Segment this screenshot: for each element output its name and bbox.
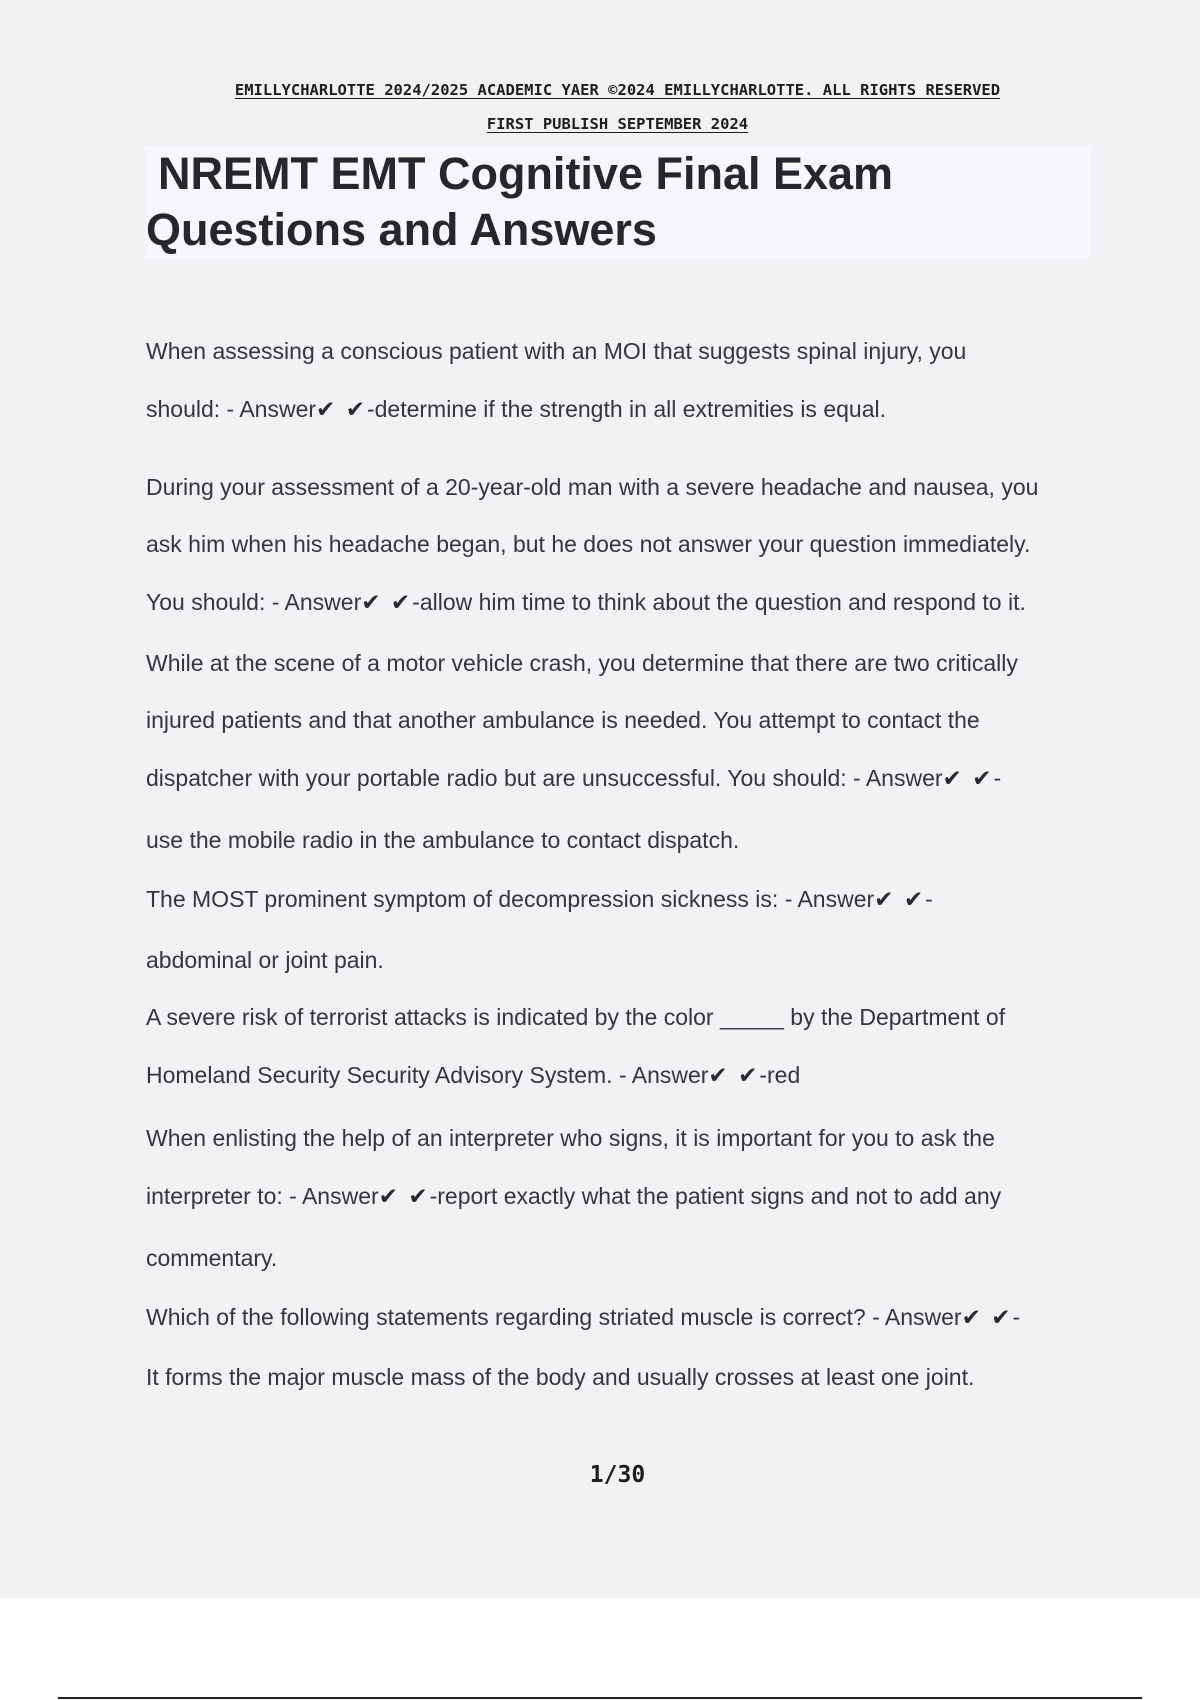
header-line-2: FIRST PUBLISH SEPTEMBER 2024: [486, 115, 749, 133]
checkmark-icon: ✔ ✔: [874, 886, 926, 912]
question-line: While at the scene of a motor vehicle crash, you determine that there are two critically: [146, 650, 1018, 676]
page-number: 1/30: [589, 1462, 646, 1488]
answer-text: -allow him time to think about the question and respond to it.: [412, 589, 1026, 615]
checkmark-icon: ✔ ✔: [316, 396, 367, 422]
checkmark-icon: ✔ ✔: [708, 1062, 760, 1088]
question-line: When enlisting the help of an interpreter who signs, it is important for you to ask the: [146, 1125, 995, 1151]
answer-prefix: interpreter to: - Answer: [146, 1183, 379, 1209]
answer-text: -: [993, 765, 1002, 791]
checkmark-icon: ✔ ✔: [378, 1183, 430, 1209]
answer-prefix: You should: - Answer: [146, 589, 362, 615]
answer-text: -: [1012, 1304, 1021, 1330]
answer-prefix: Which of the following statements regarding striated muscle is correct? - Answer: [146, 1304, 962, 1330]
answer-prefix: Homeland Security Security Advisory System. - Answer: [146, 1062, 709, 1088]
header-line-1: EMILLYCHARLOTTE 2024/2025 ACADEMIC YAER ©2024 EMILLYCHARLOTTE. ALL RIGHTS RESERVED: [234, 81, 1001, 99]
answer-text: -red: [759, 1062, 801, 1088]
answer-line: [146, 589, 1026, 616]
question-line: When assessing a conscious patient with an MOI that suggests spinal injury, you: [146, 338, 967, 364]
answer-line: commentary.: [146, 1245, 278, 1271]
title-line-1: NREMT EMT Cognitive Final Exam: [158, 148, 894, 199]
answer-line: [146, 396, 886, 423]
question-line: [146, 1304, 1020, 1331]
copyright-header: [0, 73, 1200, 141]
answer-text: -: [925, 886, 933, 912]
answer-text: -determine if the strength in all extremities is equal.: [366, 396, 886, 422]
question-line: A severe risk of terrorist attacks is indicated by the color _____ by the Department of: [146, 1004, 1006, 1030]
checkmark-icon: ✔ ✔: [961, 1304, 1013, 1330]
answer-line: [146, 1062, 800, 1089]
answer-prefix: The MOST prominent symptom of decompression sickness is: - Answer: [146, 886, 875, 912]
answer-line: abdominal or joint pain.: [146, 947, 384, 973]
answer-prefix: dispatcher with your portable radio but are unsuccessful. You should: - Answer: [146, 765, 943, 791]
answer-line: [146, 1183, 1001, 1210]
answer-line: use the mobile radio in the ambulance to contact dispatch.: [146, 827, 740, 853]
question-line: injured patients and that another ambulance is needed. You attempt to contact the: [146, 707, 980, 733]
answer-line: It forms the major muscle mass of the body and usually crosses at least one joint.: [146, 1364, 975, 1390]
checkmark-icon: ✔ ✔: [361, 589, 413, 615]
answer-text: -report exactly what the patient signs and not to add any: [429, 1183, 1002, 1209]
question-line: During your assessment of a 20-year-old man with a severe headache and nausea, you: [146, 474, 1039, 500]
question-line: [146, 886, 933, 913]
checkmark-icon: ✔ ✔: [942, 765, 994, 791]
answer-line: [146, 765, 1001, 792]
title-line-2: Questions and Answers: [146, 204, 657, 255]
answer-prefix: should: - Answer: [146, 396, 317, 422]
page-divider: [58, 1697, 1142, 1699]
question-line: ask him when his headache began, but he does not answer your question immediately.: [146, 531, 1031, 557]
document-title: [146, 146, 1086, 258]
